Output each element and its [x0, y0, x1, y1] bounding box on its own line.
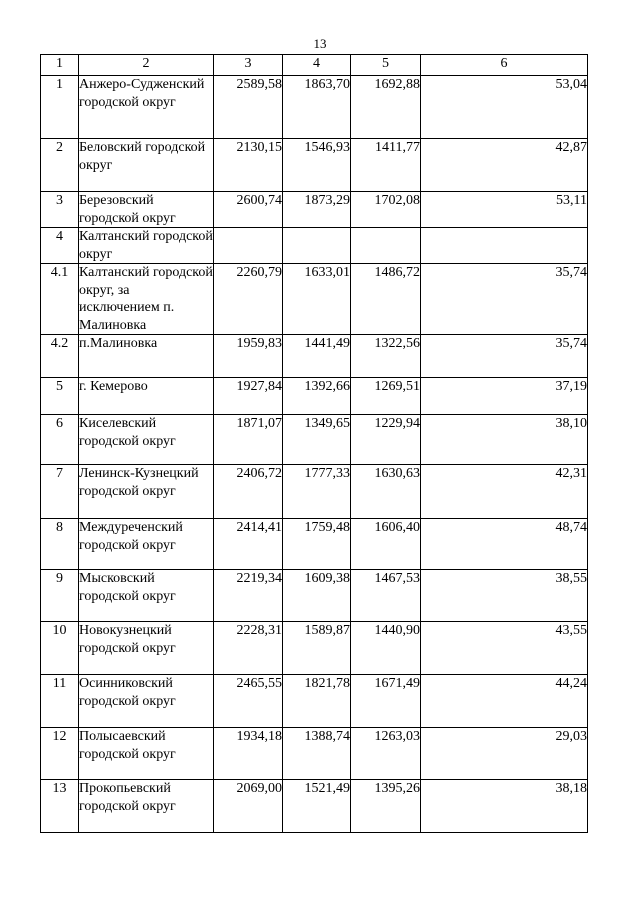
table-row: [41, 780, 588, 833]
table-row: [41, 76, 588, 139]
value-col-5: 1467,53: [351, 570, 421, 622]
column-header: 1: [41, 55, 79, 76]
data-table: [40, 54, 588, 833]
value-col-4: [283, 228, 351, 264]
table-row: [41, 465, 588, 519]
value-col-5: 1630,63: [351, 465, 421, 519]
value-col-5: 1606,40: [351, 519, 421, 570]
table-row: [41, 415, 588, 465]
value-col-4: 1441,49: [283, 335, 351, 378]
column-header: 4: [283, 55, 351, 76]
district-name: Киселевский городской округ: [79, 415, 214, 465]
value-col-4: 1349,65: [283, 415, 351, 465]
district-name: Ленинск-Кузнецкий городской округ: [79, 465, 214, 519]
value-col-3: 2414,41: [214, 519, 283, 570]
row-number: 9: [41, 570, 79, 622]
district-name: Анжеро-Судженский городской округ: [79, 76, 214, 139]
row-number: 4: [41, 228, 79, 264]
table-row: [41, 378, 588, 415]
value-col-6: 42,87: [421, 139, 588, 192]
value-col-3: 1927,84: [214, 378, 283, 415]
value-col-4: 1873,29: [283, 192, 351, 228]
value-col-3: 1934,18: [214, 728, 283, 780]
value-col-5: [351, 228, 421, 264]
page-number: 13: [313, 36, 327, 51]
value-col-3: [214, 228, 283, 264]
value-col-6: 38,55: [421, 570, 588, 622]
row-number: 4.1: [41, 264, 79, 335]
value-col-5: 1440,90: [351, 622, 421, 675]
table-header-row: [41, 55, 588, 76]
value-col-5: 1395,26: [351, 780, 421, 833]
value-col-4: 1777,33: [283, 465, 351, 519]
district-name: Калтанский городской округ, за исключением п. Малиновка: [79, 265, 213, 333]
district-name: Калтанский городской округ: [79, 229, 213, 262]
row-number: 1: [41, 76, 79, 139]
value-col-6: 37,19: [421, 378, 588, 415]
value-col-6: 38,18: [421, 780, 588, 833]
value-col-4: 1546,93: [283, 139, 351, 192]
value-col-3: 2589,58: [214, 76, 283, 139]
table-row: [41, 335, 588, 378]
column-header: 3: [214, 55, 283, 76]
district-name: Осинниковский городской округ: [79, 675, 214, 728]
value-col-4: 1388,74: [283, 728, 351, 780]
table-row: [41, 228, 588, 264]
row-number: 5: [41, 378, 79, 415]
value-col-6: 29,03: [421, 728, 588, 780]
value-col-6: 35,74: [421, 335, 588, 378]
value-col-5: 1486,72: [351, 264, 421, 335]
value-col-5: 1263,03: [351, 728, 421, 780]
value-col-5: 1692,88: [351, 76, 421, 139]
row-number: 10: [41, 622, 79, 675]
table-row: [41, 519, 588, 570]
district-name: г. Кемерово: [79, 378, 214, 415]
table-row: [41, 622, 588, 675]
district-name: п.Малиновка: [79, 335, 214, 378]
value-col-3: 2600,74: [214, 192, 283, 228]
value-col-6: [421, 228, 588, 264]
row-number: 2: [41, 139, 79, 192]
table-row: [41, 139, 588, 192]
value-col-4: 1759,48: [283, 519, 351, 570]
value-col-4: 1821,78: [283, 675, 351, 728]
row-number: 13: [41, 780, 79, 833]
table-row: [41, 728, 588, 780]
row-number: 12: [41, 728, 79, 780]
value-col-4: 1609,38: [283, 570, 351, 622]
table-row: [41, 570, 588, 622]
value-col-5: 1229,94: [351, 415, 421, 465]
value-col-3: 1871,07: [214, 415, 283, 465]
value-col-6: 44,24: [421, 675, 588, 728]
value-col-6: 42,31: [421, 465, 588, 519]
column-header: 2: [79, 55, 214, 76]
value-col-5: 1671,49: [351, 675, 421, 728]
value-col-4: 1521,49: [283, 780, 351, 833]
value-col-3: 2260,79: [214, 264, 283, 335]
value-col-6: 38,10: [421, 415, 588, 465]
district-name: Беловский городской округ: [79, 139, 214, 192]
value-col-5: 1702,08: [351, 192, 421, 228]
district-name: Прокопьевский городской округ: [79, 780, 214, 833]
value-col-5: 1322,56: [351, 335, 421, 378]
column-header: 5: [351, 55, 421, 76]
column-header: 6: [421, 55, 588, 76]
value-col-6: 53,04: [421, 76, 588, 139]
value-col-6: 48,74: [421, 519, 588, 570]
value-col-6: 53,11: [421, 192, 588, 228]
value-col-4: 1863,70: [283, 76, 351, 139]
district-name: Новокузнецкий городской округ: [79, 622, 214, 675]
value-col-3: 1959,83: [214, 335, 283, 378]
value-col-3: 2228,31: [214, 622, 283, 675]
table-row: [41, 675, 588, 728]
district-name: Междуреченский городской округ: [79, 519, 214, 570]
value-col-4: 1392,66: [283, 378, 351, 415]
district-name: Полысаевский городской округ: [79, 728, 214, 780]
value-col-3: 2406,72: [214, 465, 283, 519]
district-name: Березовский городской округ: [79, 192, 214, 228]
value-col-3: 2130,15: [214, 139, 283, 192]
table-row: [41, 192, 588, 228]
value-col-4: 1633,01: [283, 264, 351, 335]
district-name: Мысковский городской округ: [79, 570, 214, 622]
value-col-6: 43,55: [421, 622, 588, 675]
value-col-3: 2219,34: [214, 570, 283, 622]
value-col-6: 35,74: [421, 264, 588, 335]
row-number: 3: [41, 192, 79, 228]
row-number: 4.2: [41, 335, 79, 378]
value-col-3: 2069,00: [214, 780, 283, 833]
value-col-3: 2465,55: [214, 675, 283, 728]
value-col-5: 1411,77: [351, 139, 421, 192]
row-number: 11: [41, 675, 79, 728]
value-col-5: 1269,51: [351, 378, 421, 415]
row-number: 7: [41, 465, 79, 519]
row-number: 8: [41, 519, 79, 570]
value-col-4: 1589,87: [283, 622, 351, 675]
row-number: 6: [41, 415, 79, 465]
table-row: [41, 264, 588, 335]
